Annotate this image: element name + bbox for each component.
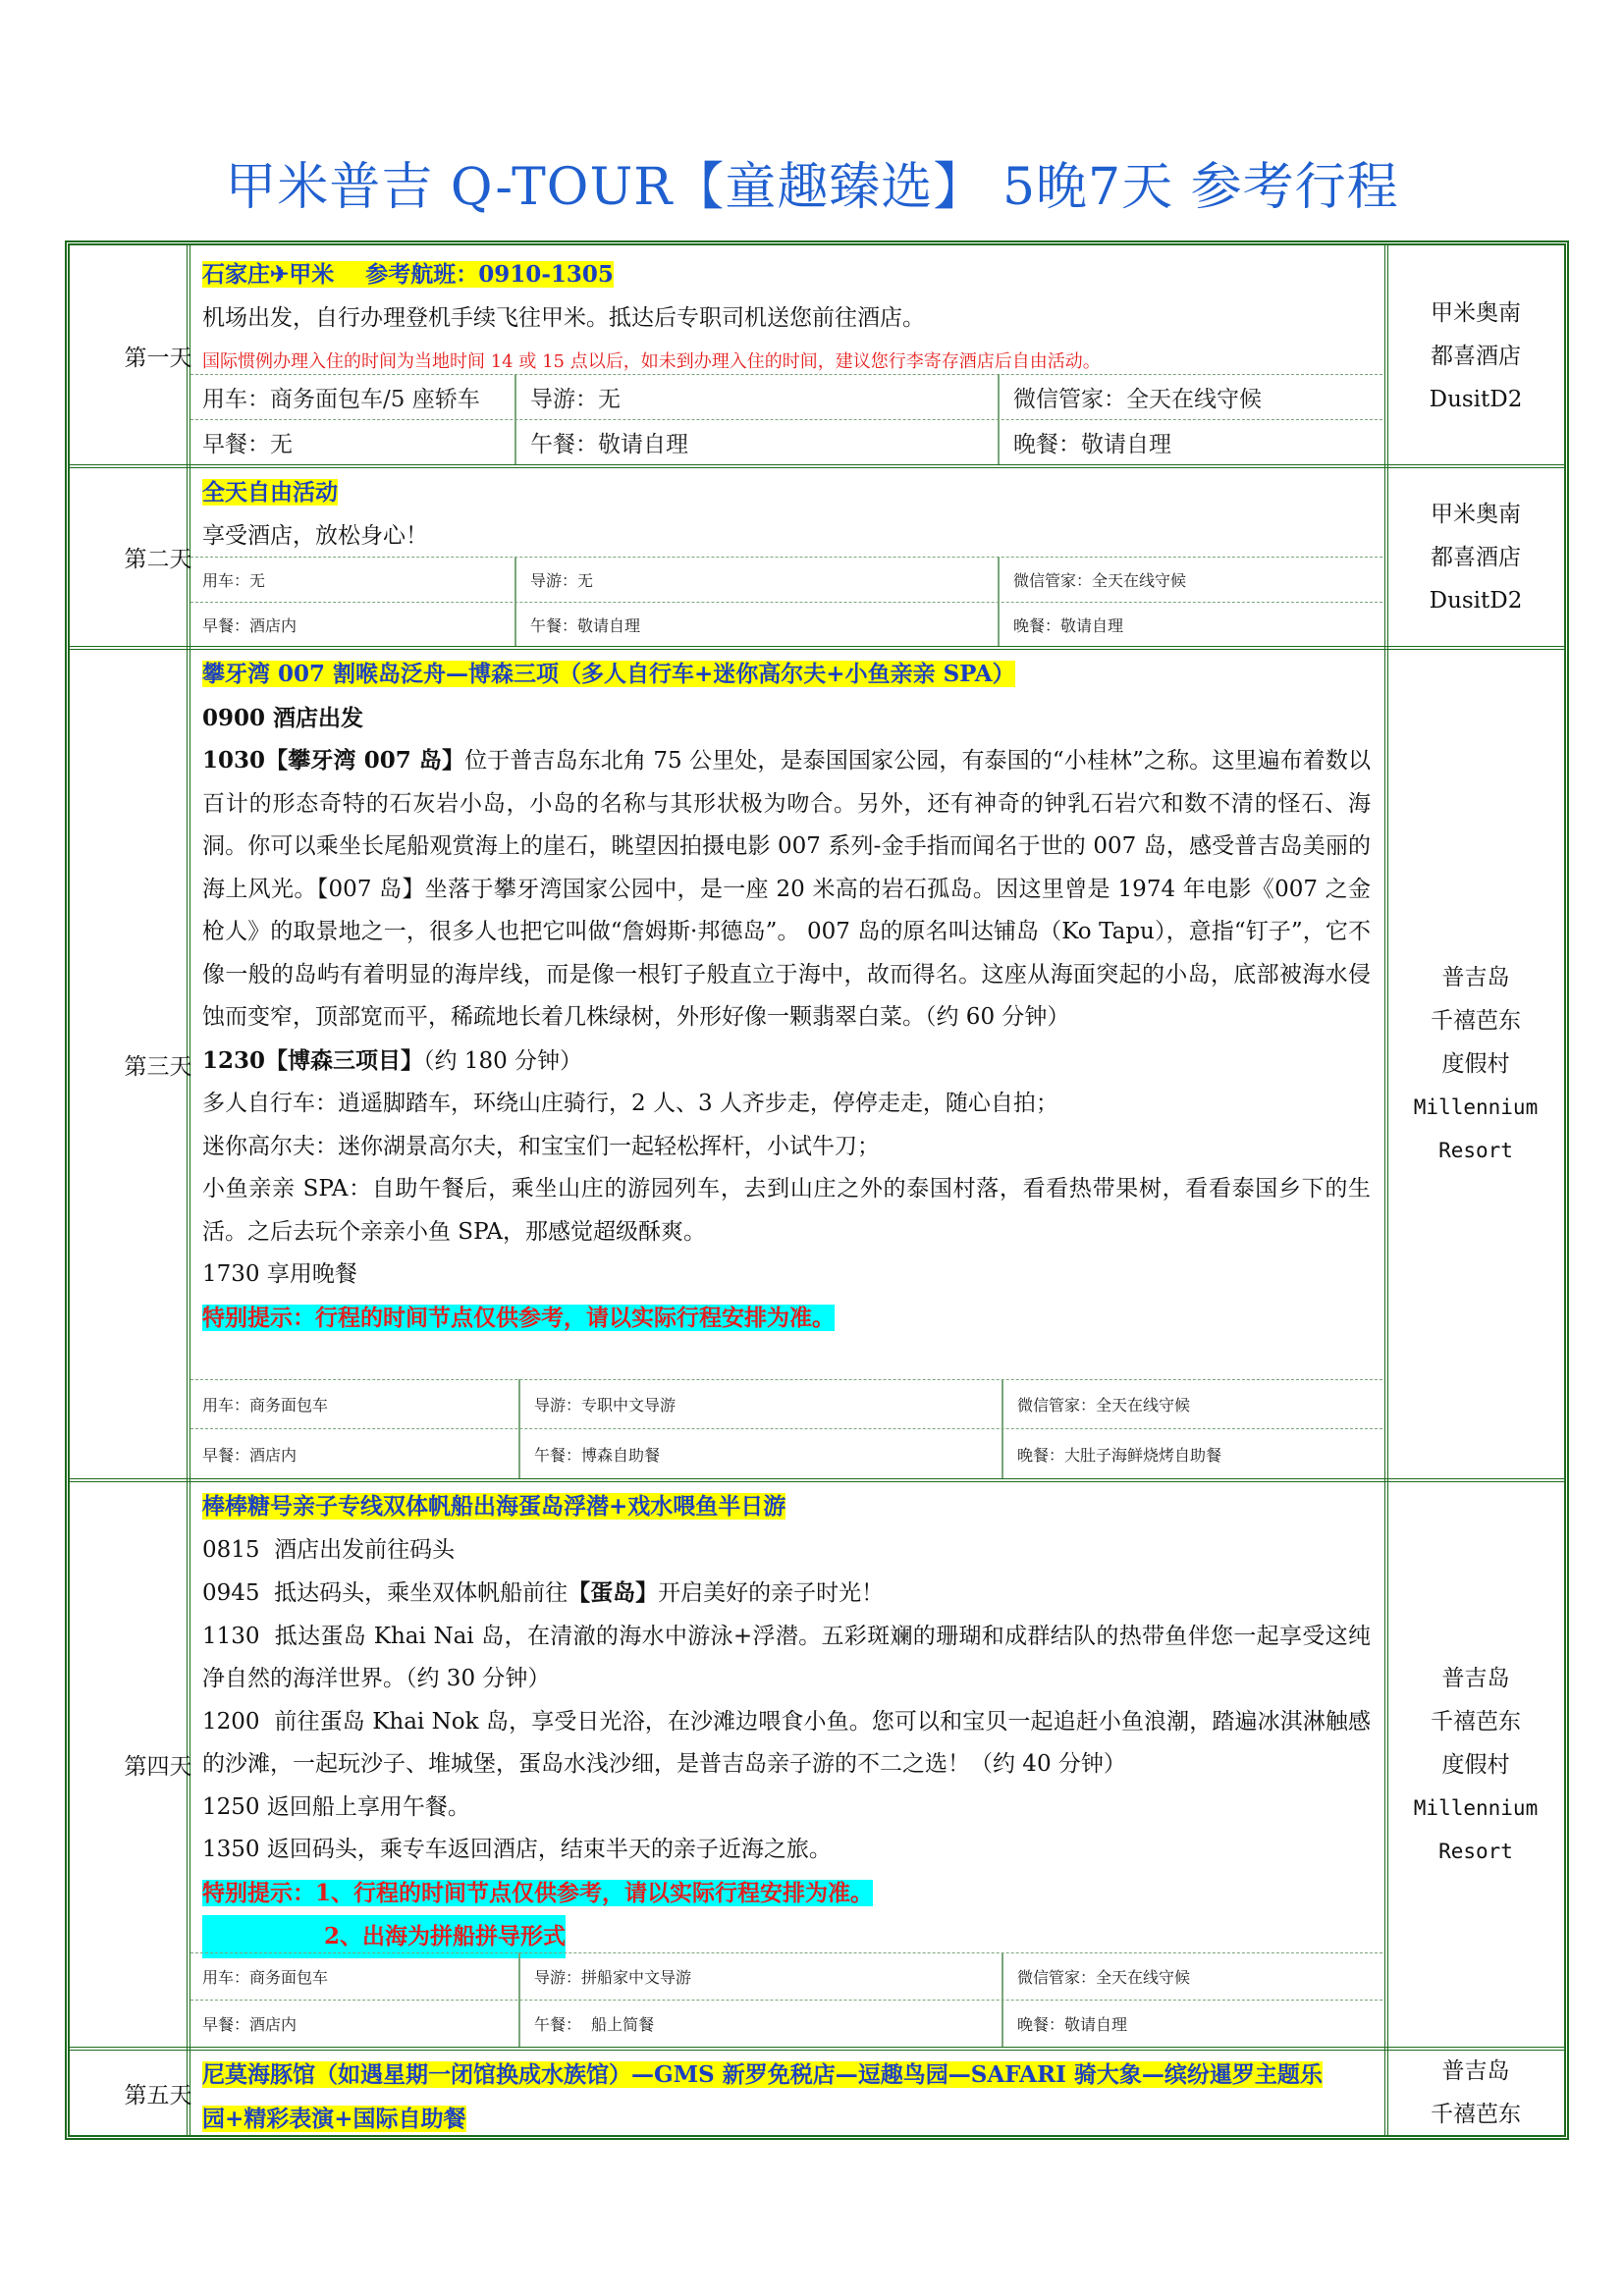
section-text: 位于普吉岛东北角 75 公里处，是泰国国家公园，有泰国的“小桂林”之称。这里遍布着数以百计的形态奇特的石灰岩小岛，小岛的名称与其形状极为吻合。另外，还有神奇的钟乳石岩穴和数不清的怪石、海洞。你可以乘坐长尾船观赏海上的崖石，眺望因拍摄电影 007 系列-金手指而闻名于世的 007 岛，感受普吉岛美丽的海上风光。【007 岛】坐落于攀牙湾国家公园中，是一座 20 米高的岩石孤岛。因这里曾是 1974 年电影《007 之金枪人》的取景地之一，很多人也把它叫做“詹姆斯·邦德岛”。 007 岛的原名叫达铺岛（Ko Tapu），意指“钉子”，它不像一般的岛屿有着明显的海岸线，而是像一根钉子般直立于海中，故而得名。这座从海面突起的小岛，底部被海水侵蚀而变窄，顶部宽而平，稀疏地长着几株绿树，外形好像一颗翡翠白菜。（约 60 分钟） (202, 748, 1371, 1030)
hotel-line: 千禧芭东 (1431, 1008, 1521, 1034)
info-breakfast: 早餐：酒店内 (202, 1445, 298, 1465)
info-breakfast: 早餐：酒店内 (202, 2015, 298, 2034)
info-dinner: 晚餐：大肚子海鲜烧烤自助餐 (1017, 1445, 1222, 1465)
day-start: 0900 酒店出发 (202, 704, 364, 731)
day-content (189, 253, 1318, 384)
info-guide: 导游：专职中文导游 (534, 1396, 677, 1415)
page-title: 甲米普吉 Q-TOUR【童趣臻选】 5晚7天 参考行程 (225, 158, 1399, 217)
hotel-line: 度假村 (1441, 1051, 1510, 1077)
info-butler: 微信管家：全天在线守候 (1013, 571, 1187, 590)
day-text: 开启美好的亲子时光！ (658, 1580, 885, 1606)
info-dinner: 晚餐：敬请自理 (1013, 615, 1124, 635)
info-dinner: 晚餐：敬请自理 (1013, 432, 1171, 457)
hotel-line: 甲米奥南 (1431, 299, 1521, 326)
day-text: 1350 返回码头，乘专车返回酒店，结束半天的亲子近海之旅。 (202, 1837, 832, 1862)
hotel-line: 普吉岛 (1441, 1665, 1510, 1691)
hotel-cell (1390, 2051, 1561, 2135)
day-text: 1200 前往蛋岛 Khai Nok 岛，享受日光浴，在沙滩边喂食小鱼。您可以和宝贝一起追赶小鱼浪潮，踏遍冰淇淋触感的沙滩，一起玩沙子、堆城堡，蛋岛水浅沙细，是普吉岛亲子游的不二之选！（约 40 分钟） (202, 1708, 1371, 1777)
day-heading-cont: 园+精彩表演+国际自助餐 (202, 2105, 466, 2132)
day-heading: 全天自由活动 (202, 479, 338, 506)
info-breakfast: 早餐：酒店内 (202, 615, 298, 635)
hotel-cell (1390, 247, 1561, 464)
day-content (189, 1485, 1384, 1959)
hotel-column-divider (1384, 245, 1388, 2135)
info-butler: 微信管家：全天在线守候 (1013, 387, 1262, 412)
day-note: 国际惯例办理入住的时间为当地时间 14 或 15 点以后，如未到办理入住的时间，建议您行李寄存酒店后自由活动。 (202, 351, 1101, 372)
hotel-line: Resort (1438, 1139, 1513, 1162)
section-time: 1030【攀牙湾 007 岛】 (202, 747, 465, 774)
hotel-cell (1390, 468, 1561, 646)
info-breakfast: 早餐：无 (202, 432, 293, 457)
info-butler: 微信管家：全天在线守候 (1017, 1968, 1191, 1987)
info-butler: 微信管家：全天在线守候 (1017, 1396, 1191, 1415)
info-car: 用车：商务面包车/5 座轿车 (202, 387, 480, 412)
hotel-cell (1390, 1482, 1561, 2047)
day-text: 0815 酒店出发前往码头 (202, 1536, 456, 1563)
info-car: 用车：商务面包车 (202, 1968, 329, 1987)
day-content (189, 2054, 1384, 2141)
day-label: 第二天 (124, 547, 192, 572)
day-label: 第四天 (124, 1754, 192, 1780)
day-text: 0945 抵达码头，乘坐双体帆船前往 (202, 1580, 568, 1606)
day-heading: 棒棒糖号亲子专线双体帆船出海蛋岛浮潜+戏水喂鱼半日游 (202, 1493, 786, 1520)
hotel-line: 普吉岛 (1441, 2058, 1510, 2084)
hotel-line: Millennium (1413, 1795, 1539, 1820)
day-text: 1250 返回船上享用午餐。 (202, 1793, 470, 1820)
hotel-line: Resort (1438, 1839, 1513, 1863)
day-content (189, 471, 1318, 558)
day-label: 第三天 (124, 1053, 192, 1080)
hotel-cell (1390, 650, 1561, 1478)
day-end: 1730 享用晚餐 (202, 1261, 357, 1287)
row-divider (69, 464, 1565, 468)
row-divider (69, 1478, 1565, 1482)
day-text: 小鱼亲亲 SPA：自助午餐后，乘坐山庄的游园列车，去到山庄之外的泰国村落，看看热带果树，看看泰国乡下的生活。之后去玩个亲亲小鱼 SPA，那感觉超级酥爽。 (202, 1176, 1371, 1245)
day-text: 1130 抵达蛋岛 Khai Nai 岛，在清澈的海水中游泳+浮潜。五彩斑斓的珊瑚和成群结队的热带鱼伴您一起享受这纯净自然的海洋世界。（约 30 分钟） (202, 1623, 1371, 1691)
info-lunch: 午餐：敬请自理 (530, 432, 688, 457)
day-text-bold: 【蛋岛】 (568, 1579, 659, 1606)
info-car: 用车：无 (202, 571, 266, 590)
hotel-line: 千禧芭东 (1431, 1708, 1521, 1735)
hotel-line: DusitD2 (1429, 386, 1523, 412)
hotel-line: DusitD2 (1429, 587, 1523, 614)
special-tip-2: 2、出海为拼船拼导形式 (202, 1915, 566, 1958)
section-time: 1230【博森三项目】 (202, 1046, 424, 1074)
day-heading: 尼莫海豚馆（如遇星期一闭馆换成水族馆）—GMS 新罗免税店—逗趣鸟园—SAFARI 骑大象—缤纷暹罗主题乐 (202, 2061, 1323, 2088)
day-text: 多人自行车：逍遥脚踏车，环绕山庄骑行，2 人、3 人齐步走，停停走走，随心自拍； (202, 1091, 1058, 1116)
info-dinner: 晚餐：敬请自理 (1017, 2015, 1128, 2034)
info-lunch: 午餐：敬请自理 (530, 615, 641, 635)
info-lunch: 午餐：博森自助餐 (534, 1445, 661, 1465)
day-label: 第五天 (124, 2082, 192, 2109)
day-text: 享受酒店，放松身心！ (202, 522, 428, 549)
info-guide: 导游：无 (530, 571, 594, 590)
day-content (189, 653, 1384, 1340)
hotel-line: 度假村 (1441, 1751, 1510, 1778)
hotel-line: 甲米奥南 (1431, 501, 1521, 527)
row-divider (69, 646, 1565, 650)
info-guide: 导游：拼船家中文导游 (534, 1968, 692, 1987)
info-car: 用车：商务面包车 (202, 1396, 329, 1415)
day-text: 机场出发，自行办理登机手续飞往甲米。抵达后专职司机送您前往酒店。 (202, 304, 925, 331)
day-text: 迷你高尔夫：迷你湖景高尔夫，和宝宝们一起轻松挥杆，小试牛刀； (202, 1133, 880, 1159)
day-heading: 石家庄✈甲米 参考航班：0910-1305 (202, 261, 614, 288)
row-divider (69, 2047, 1565, 2051)
hotel-line: 都喜酒店 (1431, 343, 1521, 369)
hotel-line: 千禧芭东 (1431, 2102, 1521, 2127)
day-heading: 攀牙湾 007 割喉岛泛舟—博森三项（多人自行车+迷你高尔夫+小鱼亲亲 SPA） (202, 661, 1015, 687)
hotel-line: 普吉岛 (1441, 965, 1510, 990)
special-tip: 特别提示：行程的时间节点仅供参考，请以实际行程安排为准。 (202, 1304, 835, 1331)
info-lunch: 午餐： 船上简餐 (534, 2015, 655, 2034)
info-guide: 导游：无 (530, 387, 621, 412)
special-tip: 特别提示：1、行程的时间节点仅供参考，请以实际行程安排为准。 (202, 1879, 874, 1906)
section-duration: （约 180 分钟） (423, 1047, 583, 1074)
hotel-line: Millennium (1413, 1095, 1539, 1119)
hotel-line: 都喜酒店 (1431, 544, 1521, 570)
day-label: 第一天 (124, 346, 192, 371)
